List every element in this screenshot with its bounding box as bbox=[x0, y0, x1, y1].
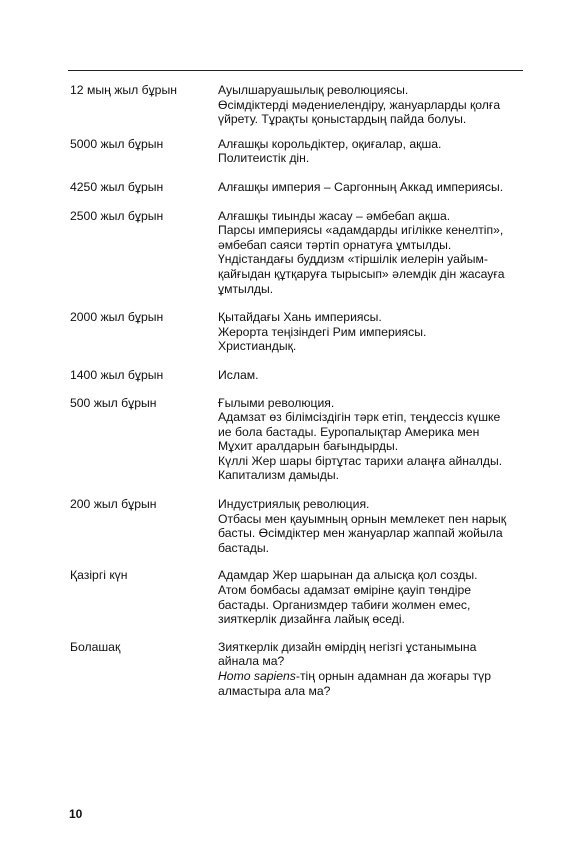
event-line-rest: -тің орнын адамнан да жоғары түр bbox=[295, 669, 492, 683]
timeline-table bbox=[70, 83, 530, 698]
timeline-date: 200 жыл бұрын bbox=[70, 497, 157, 512]
event-line: Жерорта теңізіндегі Рим империясы. bbox=[218, 324, 427, 339]
timeline-row bbox=[70, 180, 530, 195]
event-line: Алғашқы империя – Саргонның Аккад империясы. bbox=[218, 179, 504, 194]
event-line: Ауылшаруашылық революциясы. bbox=[218, 83, 409, 97]
event-line: әмбебап саяси тәртіп орнатуға ұмтылды. bbox=[218, 237, 452, 252]
timeline-row bbox=[70, 368, 530, 383]
timeline-date: 500 жыл бұрын bbox=[70, 395, 157, 410]
timeline-date: Қазіргі күн bbox=[70, 568, 128, 583]
page-number: 10 bbox=[69, 807, 83, 821]
event-line: Парсы империясы «адамдарды игілікке кенелтіп», bbox=[218, 223, 504, 238]
event-line: зияткерлік дизайнға лайық өседі. bbox=[218, 612, 405, 627]
timeline-date: 2500 жыл бұрын bbox=[70, 208, 164, 223]
event-line: Политеистік дін. bbox=[218, 151, 310, 166]
event-line: Христиандық. bbox=[218, 339, 297, 354]
event-line: алмастыра ала ма? bbox=[218, 683, 331, 698]
timeline-date: 1400 жыл бұрын bbox=[70, 367, 164, 382]
top-rule bbox=[68, 70, 523, 71]
event-line: Күллі Жер шары біртұтас тарихи алаңға айналды. bbox=[218, 453, 503, 468]
timeline-row bbox=[70, 310, 530, 354]
timeline-date: 4250 жыл бұрын bbox=[70, 179, 164, 194]
event-line: қайғыдан құтқаруға тырысып» әлемдік дін жасауға bbox=[218, 266, 505, 281]
event-line: ие бола бастады. Еуропалықтар Америка мен bbox=[218, 424, 480, 439]
event-line: Зияткерлік дизайн өмірдің негізгі ұстанымына bbox=[218, 639, 477, 654]
timeline-row bbox=[70, 137, 530, 166]
timeline-events bbox=[218, 640, 523, 698]
event-line: Отбасы мен қауымның орнын мемлекет пен нарық bbox=[218, 511, 507, 526]
event-line: бастады. bbox=[218, 540, 270, 555]
event-line: бастады. Организмдер табиғи жолмен емес, bbox=[218, 597, 471, 612]
event-line: Ислам. bbox=[218, 367, 259, 382]
event-line: Үндістандағы буддизм «тіршілік иелерін уайым- bbox=[218, 252, 488, 267]
species-name: Homo sapiens bbox=[218, 669, 296, 683]
timeline-date: 12 мың жыл бұрын bbox=[70, 83, 177, 97]
timeline-date: 2000 жыл бұрын bbox=[70, 310, 164, 325]
event-line: Алғашқы тиынды жасау – әмбебап ақша. bbox=[218, 208, 451, 223]
event-line: Өсімдіктерді мәдениелендіру, жануарларды қолға bbox=[218, 97, 501, 112]
timeline-date: Болашақ bbox=[70, 639, 121, 654]
event-line: Индустриялық революция. bbox=[218, 497, 370, 512]
timeline-events bbox=[218, 396, 523, 484]
event-line: басты. Өсімдіктер мен жануарлар жаппай жойыла bbox=[218, 526, 503, 541]
timeline-events bbox=[218, 368, 523, 383]
event-line: Ғылыми революция. bbox=[218, 395, 335, 410]
timeline-events bbox=[218, 83, 523, 127]
timeline-row bbox=[70, 568, 530, 626]
event-line: Қытайдағы Хань империясы. bbox=[218, 310, 382, 325]
event-line: Адамзат өз білімсіздігін тәрк етіп, теңдессіз күшке bbox=[218, 410, 501, 425]
timeline-row bbox=[70, 640, 530, 698]
event-line: Капитализм дамыды. bbox=[218, 468, 340, 483]
event-line: Адамдар Жер шарынан да алысқа қол созды. bbox=[218, 568, 478, 583]
timeline-events bbox=[218, 568, 523, 626]
timeline-events bbox=[218, 137, 523, 166]
event-line: ұмтылды. bbox=[218, 281, 274, 296]
timeline-row bbox=[70, 83, 530, 127]
event-line: Мұхит аралдарын бағындырды. bbox=[218, 439, 399, 454]
timeline-row bbox=[70, 396, 530, 484]
timeline-events bbox=[218, 497, 523, 555]
timeline-events bbox=[218, 180, 523, 195]
timeline-date: 5000 жыл бұрын bbox=[70, 136, 164, 151]
event-line: үйрету. Тұрақты қоныстардың пайда болуы. bbox=[218, 112, 467, 127]
timeline-events bbox=[218, 310, 523, 354]
timeline-row bbox=[70, 209, 530, 297]
event-line: айнала ма? bbox=[218, 654, 285, 669]
event-line: Алғашқы корольдіктер, оқиғалар, ақша. bbox=[218, 136, 442, 151]
timeline-row bbox=[70, 497, 530, 555]
timeline-events bbox=[218, 209, 523, 297]
event-line: Атом бомбасы адамзат өміріне қауіп төндіре bbox=[218, 583, 472, 598]
event-line bbox=[218, 669, 523, 684]
